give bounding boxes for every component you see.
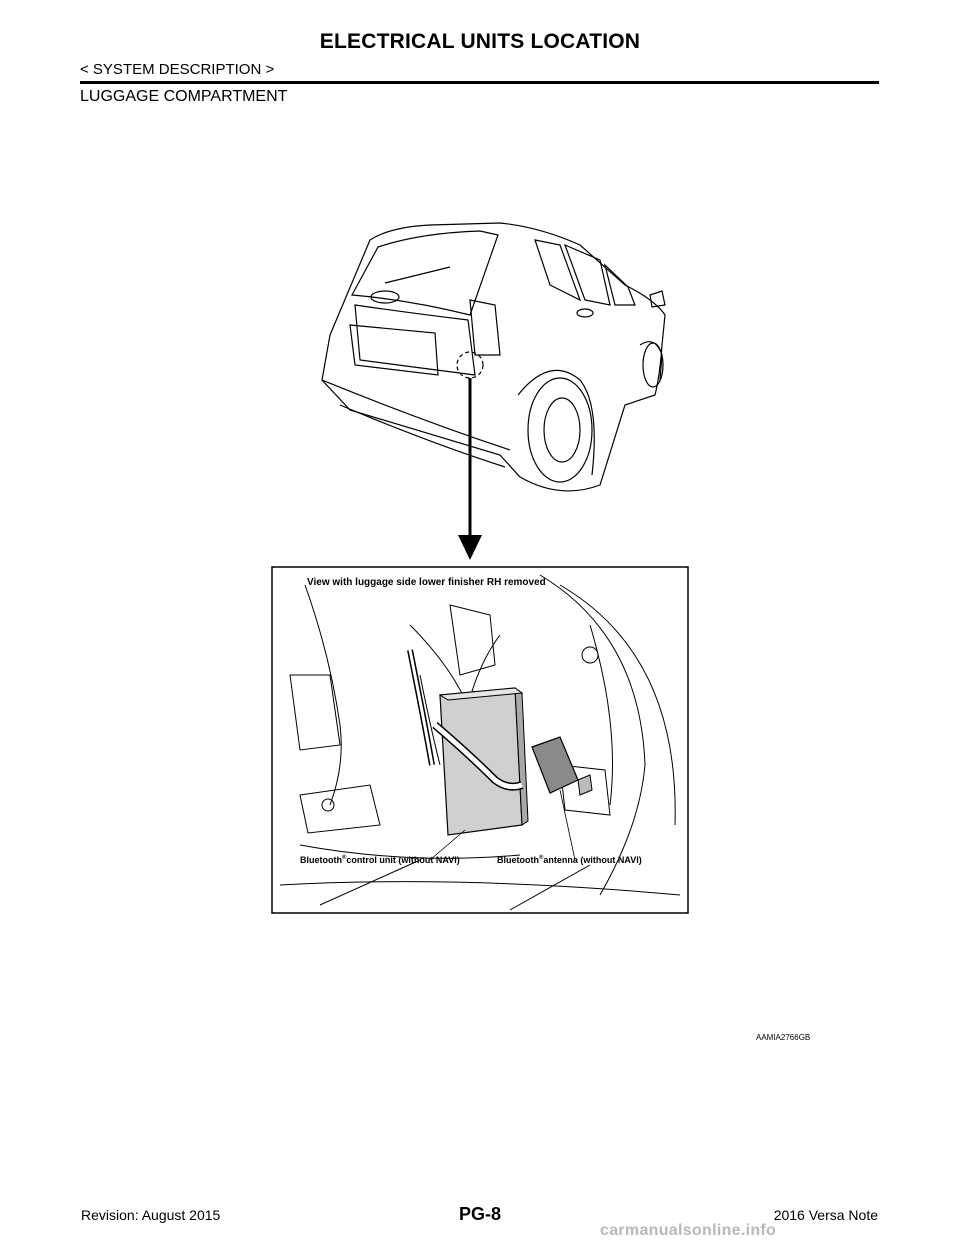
bluetooth-control-unit	[440, 688, 528, 835]
pointer-arrow-icon	[458, 535, 482, 560]
license-plate-area	[350, 325, 438, 375]
footer-revision: Revision: August 2015	[81, 1207, 221, 1223]
tail-light	[470, 300, 500, 355]
figure-id: AAMIA2766GB	[756, 1033, 811, 1042]
breadcrumb: < SYSTEM DESCRIPTION >	[80, 61, 275, 78]
label-bluetooth-antenna: Bluetooth®antenna (without NAVI)	[497, 855, 642, 865]
rear-wheel	[528, 378, 592, 482]
rear-wheel-arch	[518, 370, 594, 475]
section-title: LUGGAGE COMPARTMENT	[80, 88, 288, 105]
car-tailgate	[355, 305, 475, 375]
label-bluetooth-control-unit: Bluetooth®control unit (without NAVI)	[300, 855, 460, 865]
side-mirror	[650, 291, 665, 307]
door-handle	[577, 309, 593, 317]
header-rule	[80, 81, 879, 84]
location-illustration	[260, 205, 700, 920]
rear-bumper	[322, 380, 510, 450]
rear-wiper	[385, 267, 450, 283]
footer-model: 2016 Versa Note	[773, 1207, 878, 1223]
watermark: carmanualsonline.info	[600, 1222, 777, 1239]
page-title: ELECTRICAL UNITS LOCATION	[319, 30, 641, 53]
rear-wheel-hub	[544, 398, 580, 462]
car-body-outline	[322, 223, 665, 491]
page-number: PG-8	[458, 1204, 501, 1224]
inset-caption: View with luggage side lower finisher RH removed	[307, 577, 546, 588]
